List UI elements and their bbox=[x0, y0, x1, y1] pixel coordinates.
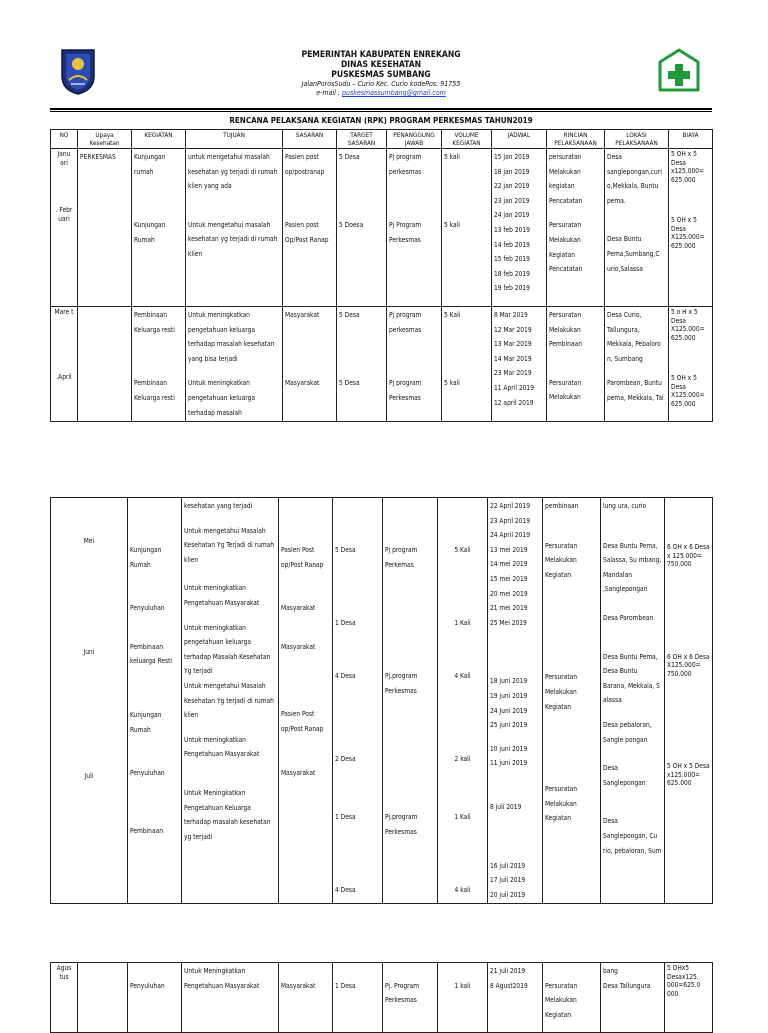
pj-cell bbox=[383, 498, 438, 904]
target-mei-2: 1 Desa bbox=[335, 618, 356, 627]
jadwal-cell bbox=[488, 498, 543, 904]
jadwal-date: 19 juni 2019 bbox=[490, 691, 528, 700]
pj-feb: Pj Program Perkesmas bbox=[389, 221, 422, 244]
jadwal-date: 10 juni 2019 bbox=[490, 744, 528, 753]
volume-cell bbox=[438, 498, 488, 904]
tujuan-apr: Untuk meningkatkan pengetahuan keluarga terhadap masalah bbox=[188, 379, 255, 417]
target-juli-2: 4 Desa bbox=[335, 885, 356, 894]
jadwal-date: 8 juli 2019 bbox=[490, 802, 522, 811]
jadwal-date: 8 Mar 2019 bbox=[494, 311, 528, 319]
month-cell bbox=[51, 307, 78, 422]
volume-agustus: 1 kali bbox=[454, 981, 471, 990]
target-jan: 5 Desa bbox=[339, 153, 360, 161]
jadwal-date: 19 feb 2019 bbox=[494, 284, 530, 293]
col-header-kegiatan: KEGIATAN bbox=[132, 130, 186, 149]
kegiatan-juli-1: Penyuluhan bbox=[130, 769, 165, 778]
col-header-lokasi: LOKASI PELAKSANAAN bbox=[605, 130, 669, 149]
target-juni-1: 4 Desa bbox=[335, 672, 356, 681]
volume-juli-2: 4 kali bbox=[454, 885, 471, 894]
jadwal-date: 12 Mar 2019 bbox=[494, 325, 532, 334]
rincian-jan: persuratan Melakukan kegiatan Pencatatan bbox=[549, 153, 583, 205]
col-header-pj: PENANGGUNG JAWAB bbox=[387, 130, 442, 149]
lokasi-cell bbox=[605, 307, 669, 422]
jadwal-date: 13 Mar 2019 bbox=[494, 340, 532, 349]
letterhead-text bbox=[50, 50, 712, 98]
lokasi-continuation: bang bbox=[603, 967, 618, 975]
jadwal-date: 22 April 2019 bbox=[490, 502, 530, 510]
jadwal-date: 14 feb 2019 bbox=[494, 240, 530, 249]
jadwal-date: 13 feb 2019 bbox=[494, 225, 530, 234]
table-row bbox=[51, 149, 713, 307]
jadwal-date: 16 juli 2019 bbox=[490, 861, 526, 870]
target-juni-2: 2 Desa bbox=[335, 754, 356, 763]
sasaran-juni-2: Pasien Post op/Post Ranap bbox=[281, 710, 324, 733]
col-header-target: TARGET SASARAN bbox=[337, 130, 387, 149]
target-cell bbox=[333, 963, 383, 1033]
rincian-cell bbox=[543, 498, 601, 904]
table-row bbox=[51, 498, 713, 904]
document-title: RENCANA PELAKSANA KEGIATAN (RPK) PROGRAM PERKESMAS TAHUN2019 bbox=[229, 116, 533, 125]
rpk-table-page3 bbox=[50, 962, 713, 1033]
volume-mei-1: 5 Kali bbox=[454, 546, 471, 554]
puskesmas-name: PUSKESMAS SUMBANG bbox=[331, 70, 431, 80]
jadwal-date: 23 jan 2019 bbox=[494, 196, 530, 205]
volume-cell bbox=[442, 307, 492, 422]
jadwal-date: 21 juli 2019 bbox=[490, 967, 526, 975]
kegiatan-jan: Kunjungan rumah bbox=[134, 153, 166, 176]
table-header-row bbox=[51, 130, 713, 149]
email-prefix: e-mail : bbox=[316, 89, 342, 97]
tujuan-mei-2: Untuk meningkatkan Pengetahuan Masyarakat bbox=[184, 584, 260, 607]
kegiatan-feb: Kunjungan Rumah bbox=[134, 221, 166, 244]
lokasi-mei-2: Desa Parombean bbox=[603, 613, 654, 622]
month-juli: Juli bbox=[84, 772, 94, 781]
lokasi-juli-2: Desa Sanglepongan, Cu rio, pebaloran, Sum bbox=[603, 817, 662, 855]
volume-apr: 5 kali bbox=[444, 378, 460, 387]
jadwal-date: 8 Agust2019 bbox=[490, 981, 528, 990]
tujuan-cell bbox=[186, 307, 283, 422]
sasaran-mar: Masyarakat bbox=[285, 311, 320, 319]
volume-cell bbox=[438, 963, 488, 1033]
sasaran-juni-1: Masyarakat bbox=[281, 642, 316, 651]
rpk-table-page1 bbox=[50, 129, 713, 422]
jadwal-date: 20 mei 2019 bbox=[490, 589, 528, 598]
kegiatan-cell bbox=[128, 498, 182, 904]
jadwal-date: 18 jan 2019 bbox=[494, 167, 530, 176]
col-header-tujuan: TUJUAN bbox=[186, 130, 283, 149]
col-header-biaya: BIAYA bbox=[669, 130, 713, 149]
month-agustus: Agus tus bbox=[51, 963, 78, 1033]
lokasi-agustus: Desa Tallungura bbox=[603, 981, 651, 990]
biaya-mei: 6 OH x 6 Desa x 125.000= 750.000 bbox=[667, 543, 710, 568]
pj-mar: Pj program perkesmas bbox=[389, 311, 422, 334]
pj-apr: Pj program Perkesmas bbox=[389, 379, 422, 402]
sasaran-apr: Masyarakat bbox=[285, 378, 320, 387]
tujuan-feb: Untuk mengetahui masalah kesehatan yg terjadi di rumah klien bbox=[188, 220, 278, 258]
letterhead-rule-thick bbox=[50, 108, 712, 110]
letterhead bbox=[50, 40, 712, 110]
jadwal-cell bbox=[492, 149, 547, 307]
target-feb: 5 Doesa bbox=[339, 220, 364, 229]
kegiatan-juni-1: Pembinaan keluarga Resti bbox=[130, 642, 173, 666]
biaya-cell: 5 OHx5 Desax125. 000=625.0 000 bbox=[665, 963, 713, 1033]
jadwal-date: 18 feb 2019 bbox=[494, 269, 530, 278]
volume-jan: 5 kali bbox=[444, 153, 460, 161]
sasaran-jan: Pasien post op/postranap bbox=[285, 153, 325, 176]
rincian-mei-1: Persuratan Melakukan Kegiatan bbox=[545, 541, 578, 579]
jadwal-date: 21 mei 2019 bbox=[490, 604, 528, 613]
pj-juni-1: Pj.program Perkesmas bbox=[385, 672, 418, 695]
pj-agustus: Pj. Program Perkesmas bbox=[385, 981, 419, 1005]
col-header-upaya: Upaya Kesehatan bbox=[78, 130, 132, 149]
jadwal-date: 17 juli 2019 bbox=[490, 876, 526, 885]
kegiatan-juli-2: Pembinaan bbox=[130, 826, 163, 835]
pj-mei-1: Pj program Perkemas bbox=[385, 546, 418, 569]
month-juni: Juni bbox=[83, 647, 95, 656]
month-april: .April bbox=[56, 373, 72, 381]
col-header-no: NO bbox=[51, 130, 78, 149]
col-header-jadwal: JADWAL bbox=[492, 130, 547, 149]
month-cell bbox=[51, 498, 128, 904]
kegiatan-apr: Pembinaan Keluarga resti bbox=[134, 379, 175, 402]
table-row bbox=[51, 307, 713, 422]
sasaran-juli-1: Masyarakat bbox=[281, 768, 316, 777]
target-cell bbox=[337, 307, 387, 422]
rincian-apr: Persuratan Melakukan bbox=[549, 378, 582, 402]
sasaran-feb: Pasien post Op/Post Ranap bbox=[285, 221, 329, 244]
target-cell bbox=[333, 498, 383, 904]
jadwal-date: 11 juni 2019 bbox=[490, 759, 528, 768]
tujuan-jan: untuk mengetahui masalah kesehatan yg terjadi di rumah klien yang ada bbox=[188, 153, 278, 191]
lokasi-cell bbox=[601, 498, 665, 904]
email-link[interactable]: puskesmassumbang@gmail.com bbox=[341, 89, 446, 97]
sasaran-cell bbox=[283, 307, 337, 422]
jadwal-date: 14 Mar 2019 bbox=[494, 354, 532, 363]
pj-cell bbox=[387, 149, 442, 307]
tujuan-cell bbox=[186, 149, 283, 307]
volume-juli-1: 1 Kali bbox=[454, 813, 471, 822]
rincian-agustus: Persuratan Melakukan Kegiatan bbox=[545, 981, 578, 1019]
sasaran-agustus: Masyarakat bbox=[281, 981, 316, 990]
jadwal-date: 18 juni 2019 bbox=[490, 677, 528, 686]
pj-jan: Pj program perkesmas bbox=[389, 153, 422, 176]
rincian-continuation: pembinaan bbox=[545, 502, 579, 510]
jadwal-cell bbox=[492, 307, 547, 422]
pj-cell bbox=[387, 307, 442, 422]
biaya-feb: 5 OH x 5 Desa X125.000= 625.000 bbox=[671, 216, 705, 250]
lokasi-juni-1: Desa Buntu Pema, Desa Buntu Barana, Mekkala, S alassa bbox=[603, 652, 660, 705]
kegiatan-mei-1: Kunjungan Rumah bbox=[130, 546, 162, 569]
kegiatan-juni-2: Kunjungan Rumah bbox=[130, 710, 162, 734]
rpk-table-page2 bbox=[50, 497, 713, 904]
sasaran-cell bbox=[283, 149, 337, 307]
jadwal-cell bbox=[488, 963, 543, 1033]
biaya-apr: 5 OH x 5 Desa X125.000= 625.000 bbox=[671, 374, 705, 408]
kegiatan-mar: Pembinaan Keluarga resti bbox=[134, 311, 175, 334]
volume-juni-1: 4 Kali bbox=[454, 672, 471, 681]
lokasi-juni-2: Desa pebaloran, Sangle pongan bbox=[603, 720, 652, 744]
table-row bbox=[51, 963, 713, 1033]
document-page-1 bbox=[50, 40, 712, 425]
biaya-juni: 6 OH x 6 Desa X125.000= 750.000 bbox=[667, 652, 710, 678]
lokasi-apr: Parombean, Buntu pema, Mekkala, Tal bbox=[607, 379, 664, 402]
rincian-cell bbox=[547, 307, 605, 422]
upaya-cell bbox=[78, 307, 132, 422]
pj-juli-1: Pj.program Perkesmas bbox=[385, 813, 418, 836]
jadwal-date: 13 mei 2019 bbox=[490, 545, 528, 554]
sasaran-cell bbox=[279, 963, 333, 1033]
volume-feb: 5 kali bbox=[444, 220, 460, 229]
volume-cell bbox=[442, 149, 492, 307]
sasaran-mei-2: Masyarakat bbox=[281, 604, 316, 613]
target-agustus: 1 Desa bbox=[335, 981, 356, 990]
rincian-cell bbox=[543, 963, 601, 1033]
jadwal-date: 24 Juni 2019 bbox=[490, 706, 528, 715]
tujuan-cell: Untuk Meningkatkan Pengetahuan Masyarakat bbox=[182, 963, 279, 1033]
document-page-2 bbox=[50, 497, 712, 899]
lokasi-mei-1: Desa Buntu Pema, Salassa, Su mbang, Mandalan ,Sanglepongan bbox=[603, 541, 662, 594]
sasaran-cell bbox=[279, 498, 333, 904]
document-page-3 bbox=[50, 962, 712, 1024]
tujuan-cell bbox=[182, 498, 279, 904]
jadwal-date: 11 April 2019 bbox=[494, 383, 534, 392]
kegiatan-cell bbox=[132, 307, 186, 422]
lokasi-feb: Desa Buntu Pema,Sumbang,C urio,Salassa bbox=[607, 235, 660, 273]
kegiatan-cell bbox=[132, 149, 186, 307]
rincian-juni-1: Persuratan Melakukan Kegiatan bbox=[545, 673, 578, 711]
target-apr: 5 Desa bbox=[339, 378, 360, 387]
kegiatan-agustus: Penyuluhan bbox=[130, 981, 165, 990]
puskesmas-logo-icon bbox=[658, 48, 700, 92]
email-line bbox=[50, 89, 712, 98]
jadwal-date: 14 mei 2019 bbox=[490, 560, 528, 569]
rincian-feb: Persuratan Melakukan Kegiatan Pencatatan bbox=[549, 221, 583, 274]
jadwal-date: 12 april 2019 bbox=[494, 398, 534, 407]
col-header-volume: VOLUME KEGIATAN bbox=[442, 130, 492, 149]
tujuan-continuation: kesehatan yang terjadi bbox=[184, 502, 253, 510]
lokasi-jan: Desa sanglepongan,curi o,Mekkala, Buntu pema. bbox=[607, 153, 662, 205]
tujuan-mar: Untuk meningkatkan pengetahuan keluarga terhadap masalah kesehatan yang bisa terjadi bbox=[188, 311, 275, 363]
biaya-juli: 5 OH x 5 Desa x125.000= 625.000 bbox=[667, 762, 710, 787]
lokasi-cell bbox=[605, 149, 669, 307]
jadwal-date: 23 April 2019 bbox=[490, 516, 530, 525]
target-mei-1: 5 Desa bbox=[335, 546, 356, 554]
month-januari: Janu ari bbox=[57, 150, 71, 167]
jadwal-date: 25 Mei 2019 bbox=[490, 618, 527, 627]
rincian-cell bbox=[547, 149, 605, 307]
month-maret: Mare t bbox=[54, 308, 74, 316]
volume-juni-2: 2 kali bbox=[454, 754, 471, 763]
upaya-cell: PERKESMAS bbox=[78, 149, 132, 307]
department-name: DINAS KESEHATAN bbox=[340, 60, 422, 70]
tujuan-juli-1: Untuk meningkatkan Pengetahuan Masyarakat bbox=[184, 735, 260, 759]
kegiatan-cell bbox=[128, 963, 182, 1033]
col-header-rincian: RINCIAN PELAKSANAAN bbox=[547, 130, 605, 149]
rincian-juli-1: Persuratan Melakukan Kegiatan bbox=[545, 785, 578, 823]
rincian-mar: Persuratan Melakukan Pembinaan bbox=[549, 311, 582, 349]
lokasi-juli-1: Desa Sanglepongan bbox=[603, 764, 646, 787]
volume-mei-2: 1 Kali bbox=[454, 618, 471, 627]
biaya-jan: 5 OH x 5 Desa x125.000= 625.000 bbox=[671, 150, 705, 184]
lokasi-continuation: lung ura, curio bbox=[603, 502, 647, 510]
jadwal-date: 15 feb 2019 bbox=[494, 255, 530, 264]
jadwal-date: 15 mei 2019 bbox=[490, 574, 528, 583]
kegiatan-mei-2: Penyuluhan bbox=[130, 604, 165, 613]
lokasi-mar: Desa Curio, Tallungura, Mekkala, Pebaloro n, Sumbang bbox=[607, 311, 661, 363]
biaya-cell bbox=[669, 149, 713, 307]
biaya-mar: 5 o H x 5 Desa X125.000= 625.000 bbox=[671, 308, 705, 342]
jadwal-date: 20 juli 2019 bbox=[490, 890, 526, 899]
lokasi-cell bbox=[601, 963, 665, 1033]
jadwal-date: 23 Mar 2019 bbox=[494, 369, 532, 378]
jadwal-date: 15 jan 2019 bbox=[494, 153, 530, 161]
upaya-cell bbox=[78, 963, 128, 1033]
target-juli-1: 1 Desa bbox=[335, 813, 356, 822]
government-name: PEMERINTAH KABUPATEN ENREKANG bbox=[301, 50, 461, 60]
month-cell bbox=[51, 149, 78, 307]
tujuan-mei-1: Untuk mengetahui Masalah Kesehatan Yg Terjadi di rumah klien bbox=[184, 526, 275, 564]
jadwal-date: 22 jan 2019 bbox=[494, 182, 530, 191]
col-header-sasaran: SASARAN bbox=[283, 130, 337, 149]
volume-mar: 5 Kali bbox=[444, 311, 461, 319]
tujuan-juli-2: Untuk Meningkatkan Pengetahuan Keluarga terhadap masalah kesehatan yg terjadi bbox=[184, 788, 271, 841]
address: JalanPorosSudu – Curio Kec. Curio kodePos: 91755 bbox=[301, 80, 461, 88]
month-mei: Mei bbox=[83, 537, 95, 545]
pj-cell bbox=[383, 963, 438, 1033]
tujuan-juni-1: Untuk meningkatkan pengetahuan keluarga terhadap Masalah Kesehatan Yg terjadi bbox=[184, 623, 271, 676]
jadwal-date: 25 juni 2019 bbox=[490, 721, 528, 730]
month-februari: . Febr uari bbox=[55, 206, 73, 223]
target-mar: 5 Desa bbox=[339, 311, 360, 319]
tujuan-juni-2: Untuk mengetahui Masalah Kesehatan Yg terjadi di rumah klien bbox=[184, 681, 274, 720]
jadwal-date: 24 April 2019 bbox=[490, 531, 530, 540]
biaya-cell bbox=[669, 307, 713, 422]
target-cell bbox=[337, 149, 387, 307]
jadwal-date: 24 jan 2019 bbox=[494, 211, 530, 220]
letterhead-rule-thin bbox=[50, 111, 712, 112]
biaya-cell bbox=[665, 498, 713, 904]
sasaran-mei-1: Pasien Post op/Post Ranap bbox=[281, 546, 324, 569]
